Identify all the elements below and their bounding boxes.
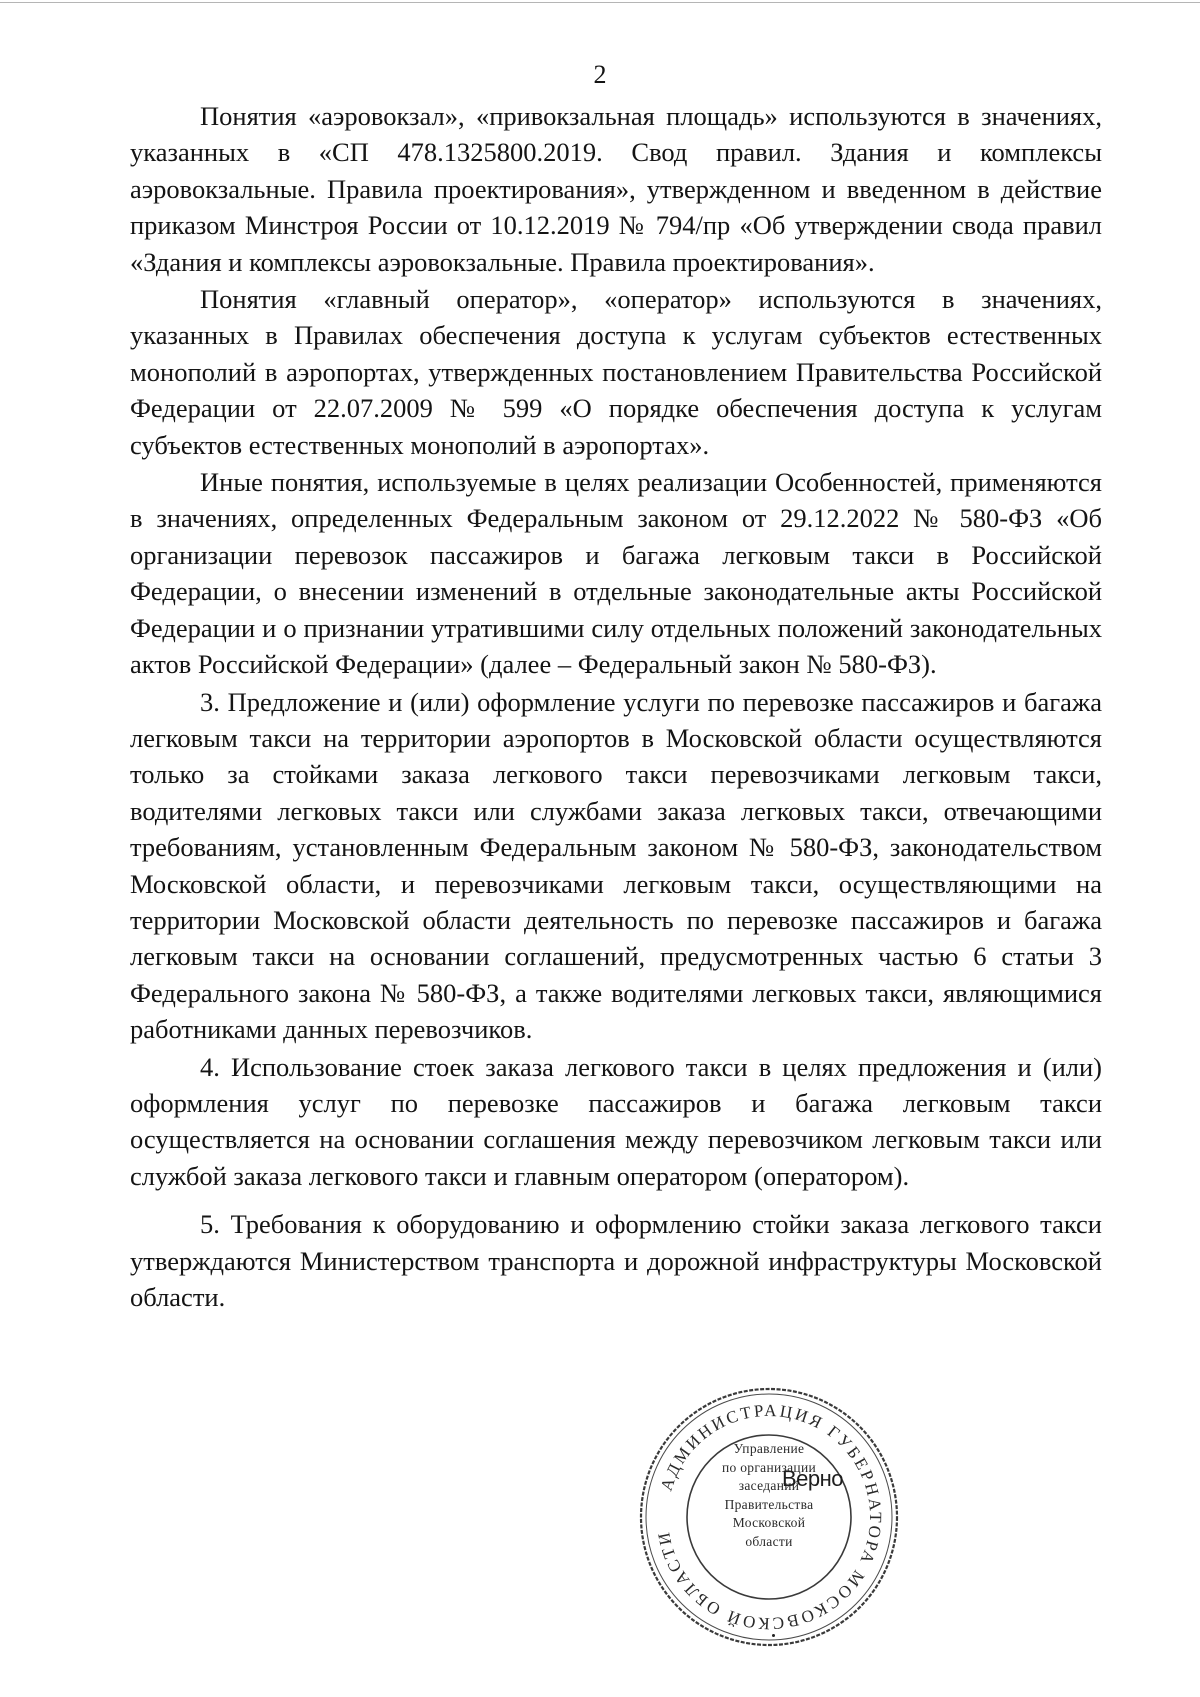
page-number: 2 [593,60,607,89]
seal-dot [772,1634,775,1637]
official-seal-stamp [634,1382,904,1652]
paragraph-item-3: 3. Предложение и (или) оформление услуги по перевозке пассажиров и багажа легковым такси на территории аэропортов в Московской области осуществляются только за стойками заказа легкового такси перевозчиками легковым такси, водителями легковых такси или службами заказа легковых такси, отвечающими требованиям, установленным Федеральным законом № 580-ФЗ, законодательством Московской области, и перевозчиками легковым такси, осуществляющими на территории Московской области деятельность по перевозке пассажиров и багажа легковым такси на основании соглашений, предусмотренных частью 6 статьи 3 Федерального закона № 580-ФЗ, а также водителями легковых такси, являющимися работниками данных перевозчиков. [130,686,1102,1045]
seal-line: Управление [733,1441,805,1456]
paragraph-operator-terms: Понятия «главный оператор», «оператор» используются в значениях, указанных в Правилах обеспечения доступа к услугам субъектов естественных монополий в аэропортах, утвержденных постановлением Правительства Российской Федерации от 22.07.2009 № 599 «О порядке обеспечения доступа к услугам субъектов естественных монополий в аэропортах». [130,284,1102,460]
seal-line: области [745,1533,793,1549]
seal-line: заседаний [738,1478,800,1493]
seal-line: Московской [732,1515,806,1530]
verification-mark: Верно [782,1466,844,1491]
paragraph-airport-terms: Понятия «аэровокзал», «привокзальная площадь» используются в значениях, указанных в «СП 478.1325800.2019. Свод правил. Здания и комплексы аэровокзальные. Правила проектирования», утвержденном и введенном в действие приказом Минстроя России от 10.12.2019 № 794/пр «Об утверждении свода правил «Здания и комплексы аэровокзальные. Правила проектирования». [130,101,1102,277]
seal-line: по организации [721,1459,817,1475]
seal-ring-text: АДМИНИСТРАЦИЯ ГУБЕРНАТОРА МОСКОВСКОЙ ОБЛАСТИ [653,1400,886,1634]
page-top-edge [0,2,1200,3]
paragraph-item-4: 4. Использование стоек заказа легкового такси в целях предложения и (или) оформления услуг по перевозке пассажиров и багажа легковым такси осуществляется на основании соглашения между перевозчиком легковым такси или службой заказа легкового такси и главным оператором (оператором). [130,1051,1102,1191]
seal-line: Правительства [724,1496,814,1512]
seal-center-text [694,1440,844,1551]
document-body [130,98,1102,1316]
paragraph-item-5: 5. Требования к оборудованию и оформлению стойки заказа легкового такси утверждаются Министерством транспорта и дорожной инфраструктуры Московской области. [130,1209,1102,1312]
paragraph-other-terms: Иные понятия, используемые в целях реализации Особенностей, применяются в значениях, определенных Федеральным законом от 29.12.2022 № 580-ФЗ «Об организации перевозок пассажиров и багажа легковым такси в Российской Федерации, о внесении изменений в отдельные законодательные акты Российской Федерации и о признании утратившими силу отдельных положений законодательных актов Российской Федерации» (далее – Федеральный закон № 580-ФЗ). [130,467,1102,680]
